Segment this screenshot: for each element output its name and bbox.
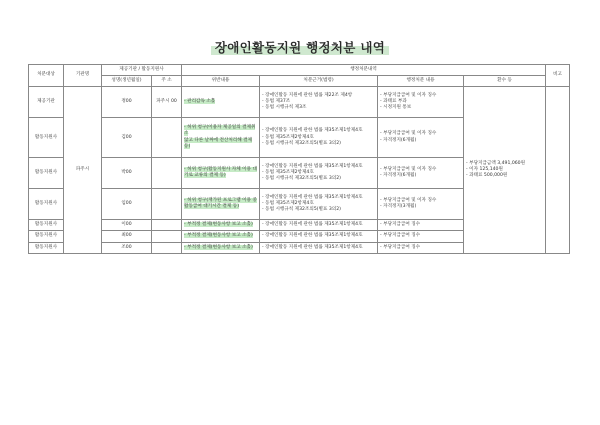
row-disposition: - 부당지급급여 및 이자 징수 - 과태료 부과 - 시정지원 통보: [378, 87, 464, 118]
header-target: 처분대상: [29, 65, 64, 87]
header-violation-group: 행정처분내역: [182, 65, 546, 76]
row-name: 정00: [102, 87, 152, 118]
row-basis: - 장애인활동 지원에 관한 법률 제35조제1항제4호: [260, 231, 378, 242]
row-violation: - 부적정 결제(변동사항 보고 소홀): [182, 220, 260, 231]
refund-cell: - 부당지급금액 3,491,060원 - 이자 125,140원 - 과태료 500,000원: [464, 87, 546, 254]
row-name: 이00: [102, 220, 152, 231]
row-violation: - 허위 청구(이용자 제공일의 결제취소 않고 다른 날짜에 전산처리해 결제 등): [182, 117, 260, 158]
row-target: 활동지원사: [29, 220, 64, 231]
row-violation: - 부적정 결제(변동사항 보고 소홀): [182, 231, 260, 242]
row-basis: - 장애인활동 지원에 관한 법률 제35조제1항제4호 - 동법 제35조제2항제4호 - 동법 시행규칙 제32조의5(별표 3의2): [260, 117, 378, 158]
row-target: 제공기관: [29, 87, 64, 118]
row-violation: - 허위 청구(활동지원사 자체 이용 대 기로 교류의 결제 등): [182, 158, 260, 189]
header-provider-name: 성명(생년월일): [102, 76, 152, 87]
row-basis: - 장애인활동 지원에 관한 법률 제35조제1항제4호: [260, 220, 378, 231]
disposition-table: [28, 64, 570, 254]
row-basis: - 장애인활동 지원에 관한 법률 제35조제1항제4호: [260, 242, 378, 253]
row-address: 파주시 00: [152, 87, 182, 118]
agency-name: 파주시: [64, 87, 102, 254]
row-violation: - 관리감독 소홀: [182, 87, 260, 118]
header-violation: 위반내용: [182, 76, 260, 87]
row-target: 활동지원사: [29, 242, 64, 253]
row-address: [152, 158, 182, 189]
row-basis: - 장애인활동 지원에 관한 법률 제35조제1항제4호 - 동법 제35조제2항제4호 - 동법 시행규칙 제32조의5(별표 3의2): [260, 158, 378, 189]
header-note: 비고: [546, 65, 570, 87]
row-target: 활동지원사: [29, 231, 64, 242]
row-disposition: - 부당지급급여 및 이자 징수 - 자격정지(3개월): [378, 189, 464, 220]
row-basis: - 장애인활동 지원에 관한 법률 제22조 제4항 - 동법 제37조 - 동법 시행규칙 제3조: [260, 87, 378, 118]
header-refund: 환수 등: [464, 76, 546, 87]
header-agency: 기관명: [64, 65, 102, 87]
row-address: [152, 117, 182, 158]
row-name: 조00: [102, 242, 152, 253]
row-name: 김00: [102, 117, 152, 158]
row-address: [152, 220, 182, 231]
row-address: [152, 231, 182, 242]
page-title: 장애인활동지원 행정처분 내역: [0, 38, 600, 56]
note-cell: [546, 87, 570, 254]
header-basis: 처분근거(법령): [260, 76, 378, 87]
row-disposition: - 부당지급급여 및 이자 징수 - 자격정지(6개월): [378, 158, 464, 189]
row-violation: - 허위 청구(재가된 프로그램 이용 중 활동급여 대기시간 결제 등): [182, 189, 260, 220]
row-violation: - 부적정 결제(변동사항 보고 소홀): [182, 242, 260, 253]
table-row: [29, 87, 570, 118]
row-address: [152, 242, 182, 253]
row-address: [152, 189, 182, 220]
header-provider-group: 제공기관 / 활동지원사: [102, 65, 182, 76]
row-basis: - 장애인활동 지원에 관한 법률 제35조제1항제4호 - 동법 제35조제2항제4호 - 동법 시행규칙 제32조의5(별표 3의2): [260, 189, 378, 220]
header-address: 주 소: [152, 76, 182, 87]
row-disposition: - 부당지급급여 징수: [378, 231, 464, 242]
row-name: 박00: [102, 158, 152, 189]
row-target: 활동지원사: [29, 117, 64, 158]
header-disposition: 행정처분 내용: [378, 76, 464, 87]
row-disposition: - 부당지급급여 및 이자 징수 - 자격정지(6개월): [378, 117, 464, 158]
row-disposition: - 부당지급급여 징수: [378, 220, 464, 231]
row-name: 최00: [102, 231, 152, 242]
row-target: 활동지원사: [29, 189, 64, 220]
row-name: 임00: [102, 189, 152, 220]
row-disposition: - 부당지급급여 징수: [378, 242, 464, 253]
row-target: 활동지원사: [29, 158, 64, 189]
